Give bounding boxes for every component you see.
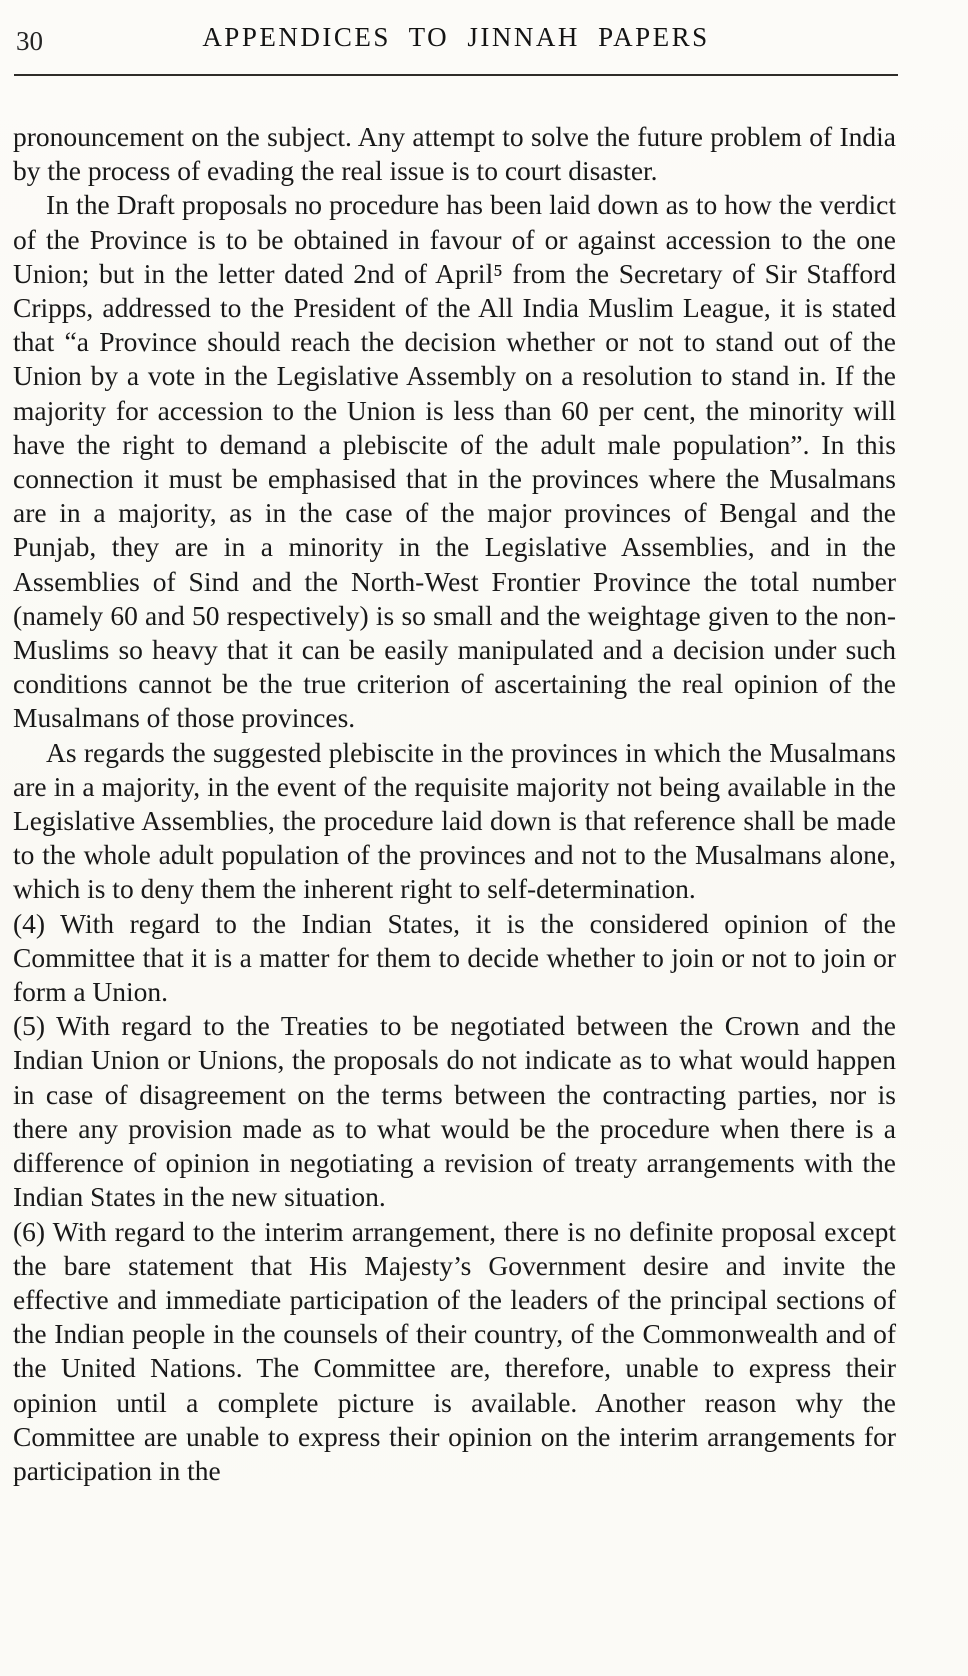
paragraph-continuation: pronouncement on the subject. Any attempt to solve the future problem of India by the process of evading the real issue is to court disaster.: [13, 121, 896, 187]
paragraph-point-4: (4) With regard to the Indian States, it is the considered opinion of the Committee that it is a matter for them to decide whether to join or not to join or form a Union.: [13, 907, 896, 1008]
document-body: [0, 120, 968, 1488]
paragraph-point-6: (6) With regard to the interim arrangement, there is no definite proposal except the bare statement that His Majesty’s Government desire and invite the effective and immediate participation of the leaders of the principal sections of the Indian people in the counsels of their country, of the Commonwealth and of the United Nations. The Committee are, therefore, unable to express their opinion until a complete picture is available. Another reason why the Committee are unable to express their opinion on the interim arrangements for participation in the: [13, 1215, 896, 1486]
running-head-title: APPENDICES TO JINNAH PAPERS: [202, 22, 710, 52]
page-number: 30: [16, 26, 43, 56]
paragraph-draft-proposals: In the Draft proposals no procedure has been laid down as to how the verdict of the Province is to be obtained in favour of or against accession to the one Union; but in the letter dated 2nd of April⁵ from the Secretary of Sir Stafford Cripps, addressed to the President of the All India Muslim League, it is stated that “a Province should reach the decision whether or not to stand out of the Union by a vote in the Legislative Assembly on a resolution to stand in. If the majority for accession to the Union is less than 60 per cent, the minority will have the right to demand a plebiscite of the adult male population”. In this connection it must be emphasised that in the provinces where the Musalmans are in a majority, as in the case of the major provinces of Bengal and the Punjab, they are in a minority in the Legislative Assemblies, and in the Assemblies of Sind and the North-West Frontier Province the total number (namely 60 and 50 respectively) is so small and the weightage given to the non-Muslims so heavy that it can be easily manipulated and a decision under such conditions cannot be the true criterion of ascertaining the real opinion of the Musalmans of those provinces.: [13, 189, 896, 734]
page-header: [0, 22, 968, 62]
paragraph-plebiscite: As regards the suggested plebiscite in the provinces in which the Musalmans are in a majority, in the event of the requisite majority not being available in the Legislative Assemblies, the procedure laid down is that reference shall be made to the whole adult population of the provinces and not to the Musalmans alone, which is to deny them the inherent right to self-determination.: [13, 736, 896, 905]
paragraph-point-5: (5) With regard to the Treaties to be negotiated between the Crown and the Indian Union or Unions, the proposals do not indicate as to what would happen in case of disagreement on the terms between the contracting parties, nor is there any provision made as to what would be the procedure when there is a difference of opinion in negotiating a revision of treaty arrangements with the Indian States in the new situation.: [13, 1010, 896, 1213]
header-rule: [14, 74, 898, 76]
